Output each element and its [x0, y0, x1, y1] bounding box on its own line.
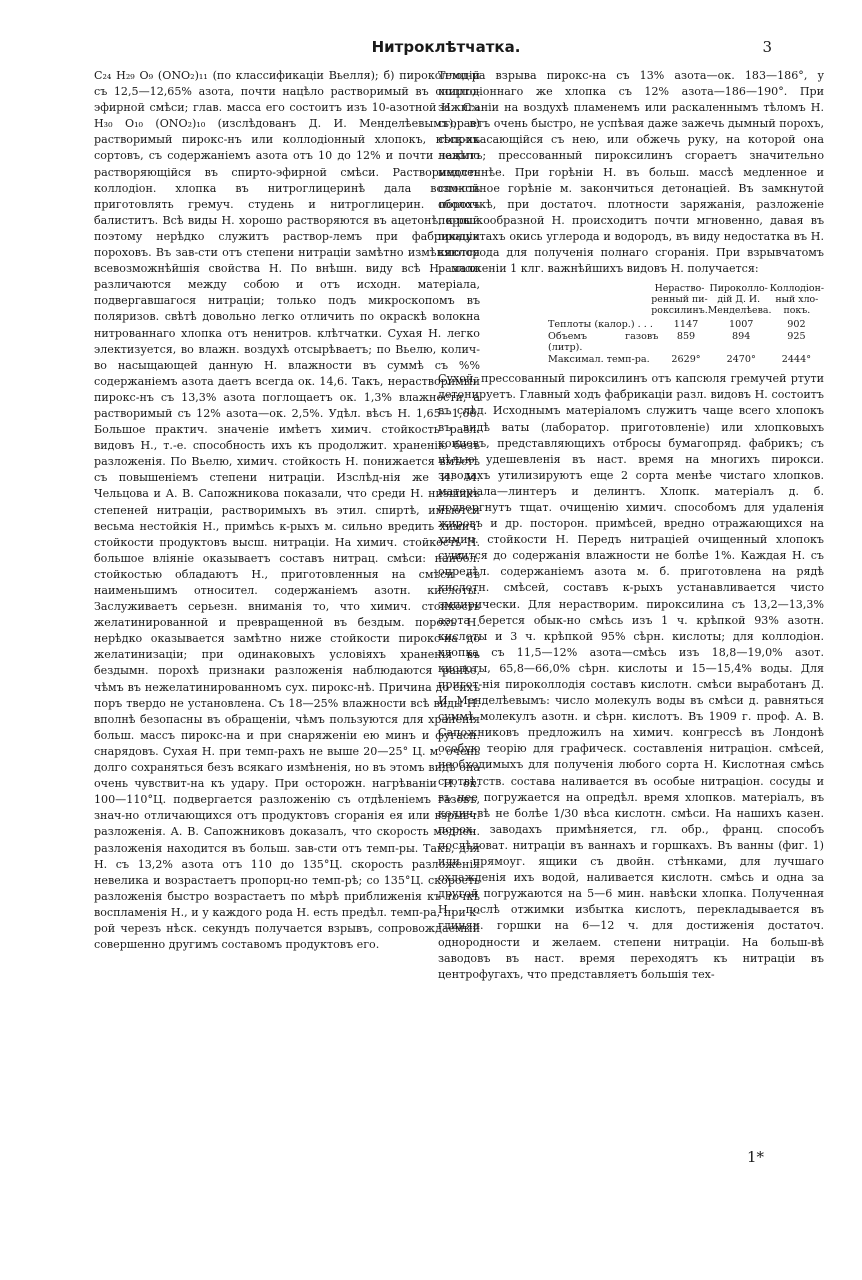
table-cell: Максимал. темп-ра. [548, 353, 650, 365]
right-column-text-top: Темп-ра взрыва пирокс-на съ 13% азота—ок. 183—186°, у коллодіоннаго же хлопка съ 12% азота—186—190°. При зажиганіи на воздухѣ пламенемъ или раскаленнымъ тѣломъ Н. сгораетъ очень быстро, не успѣвая даже зажечь дымный порохъ, соприкасающійся съ нею, или обжечь руку, на которой она лежитъ; прессованный пироксилинъ сгораетъ значительно медленнѣе. При горѣніи Н. въ больш. массѣ медленное и спокойное горѣніе м. закончиться детонаціей. Въ замкнутой оболочкѣ, при достаточ. плотности заряжанія, разложеніе порошкообразной Н. происходитъ почти мгновенно, давая въ продуктахъ окись углерода и водородъ, въ виду недостатка въ Н. кислорода для полученія полнаго сгоранія. При взрывчатомъ разложеніи 1 клг. важнѣйшихъ видовъ Н. получается: [438, 69, 824, 276]
page-number: 3 [762, 38, 772, 56]
right-column-text-bottom: Сухой, прессованный пироксилинъ отъ капсюля гремучей ртути детонируетъ. Главный ходъ фабрикаціи разл. видовъ Н. состоитъ въ слѣд. Исходнымъ матеріаломъ служитъ чаще всего хлопокъ въ видѣ ваты (лаборатор. приготовленіе) или хлопковыхъ концовъ, представляющихъ отбросы бумагопряд. фабрикъ; съ цѣлью удешевленія въ наст. время на многихъ пирокси. заводахъ утилизируютъ еще 2 сорта менѣе чистаго хлопков. матеріала—линтеръ и делинтъ. Хлопк. матеріалъ д. б. подвергнутъ тщат. очищенію химич. способомъ для удаленія жировъ и др. посторон. примѣсей, вредно отражающихся на химич. стойкости Н. Передъ нитраціей очищенный хлопокъ сушится до содержанія влажности не болѣе 1%. Каждая Н. съ опредѣл. содержаніемъ азота м. б. приготовлена на рядѣ кислотн. смѣсей, составъ к-рыхъ устанавливается чисто эмпирически. Для нерастворим. пироксилина съ 13,2—13,3% азота берется обык-но смѣсь изъ 1 ч. крѣпкой 93% азотн. кислоты и 3 ч. крѣпкой 95% сѣрн. кислоты; для коллодіон. хлопка съ 11,5—12% азота—смѣсь изъ 18,8—19,0% азот. кислоты, 65,8—66,0% сѣрн. кислоты и 15—15,4% воды. Для пригот-нія пироколлодія составъ кислотн. смѣси выработанъ Д. И. Менделѣевымъ: число молекулъ воды въ смѣси д. равняться суммѣ молекулъ азотн. и сѣрн. кислотъ. Въ 1909 г. проф. А. В. Сапожниковъ предложилъ на химич. конгрессѣ въ Лондонѣ особую теорію для графическ. составленія нитраціон. смѣсей, необходимыхъ для полученія любого сорта Н. Кислотная смѣсь соотвѣтств. состава наливается въ особые нитраціон. сосуды и въ нее погружается на опредѣл. время хлопков. матеріалъ, въ колич-вѣ не болѣе 1/30 вѣса кислотн. смѣси. На нашихъ казен. порох. заводахъ примѣняется, гл. обр., франц. способъ послѣдоват. нитраціи въ ваннахъ и горшкахъ. Въ ванны (фиг. 1) или прямоуг. ящики съ двойн. стѣнками, для лучшаго охлажденія ихъ водой, наливается кислотн. смѣсь и одна за другой погружаются на 5—6 мин. навѣски хлопка. Полученная Н., послѣ отжимки избытка кислотъ, перекладывается въ глинян. горшки на 6—12 ч. для достиженія достаточ. однородности и желаем. степени нитраціи. На больш-вѣ заводовъ въ наст. время переходятъ къ нитраціи въ центрофугахъ, что представляетъ большія тех- [438, 372, 824, 981]
left-column-text: C₂₄ H₂₉ O₉ (ONO₂)₁₁ (по классификаціи Вьелля); б) пироколлодій съ 12,5—12,65% азота, почти нацѣло растворимый въ спирто-эфирной смѣси; глав. масса его состоитъ изъ 10-азотной Н.: C₂₄ H₃₀ O₁₀ (ONO₂)₁₀ (изслѣдованъ Д. И. Менделѣевымъ); в) растворимый пирокс-нъ или коллодіонный хлопокъ, нѣск-хъ сортовъ, съ содержаніемъ азота отъ 10 до 12% и почти нацѣло растворяющійся въ спирто-эфирной смѣси. Растворимость коллодіон. хлопка въ нитроглицеринѣ дала возм-сть приготовлять гремуч. студень и нитроглицерин. порохъ балиститъ. Всѣ виды Н. хорошо растворяются въ ацетонѣ, к-рый поэтому нерѣдко служитъ раствор-лемъ при фабрикаціи пороховъ. Въ зав-сти отъ степени нитраціи замѣтно измѣняются всевозможнѣйшія свойства Н. По внѣшн. виду всѣ Н. мало различаются между собою и отъ исходн. матеріала, подвергавшагося нитраціи; только подъ микроскопомъ въ поляризов. свѣтѣ довольно легко отличить по окраскѣ волокна нитрованнаго хлопка отъ ненитров. клѣтчатки. Сухая Н. легко электизуется, во влажн. воздухѣ отсырѣваетъ; по Вьелю, колич-во насыщающей данную Н. влажности въ суммѣ съ %% содержаніемъ азота даетъ всегда ок. 14,6. Такъ, нерастворимый пирокс-нъ съ 13,3% азота поглощаетъ ок. 1,3% влажности, а растворимый съ 12% азота—ок. 2,5%. Удѣл. вѣсъ Н. 1,65—1,66. Большое практич. значеніе имѣетъ химич. стойкость разл. видовъ Н., т.-е. способность ихъ къ продолжит. храненію безъ разложенія. По Вьелю, химич. стойкость Н. понижается вмѣстѣ съ повышеніемъ степени нитраціи. Изслѣд-нія же И. М. Чельцова и А. В. Сапожникова показали, что среди Н. низшихъ степеней нитраціи, растворимыхъ въ этил. спиртѣ, имѣются весьма нестойкія Н., примѣсь к-рыхъ м. сильно вредить химич. стойкости продуктовъ высш. нитраціи. На химич. стойкость Н. большое вліяніе оказываетъ составъ нитрац. смѣси: наибол. стойкостью обладаютъ Н., приготовленныя на смѣси съ наименьшимъ относител. содержаніемъ азотн. кислоты. Заслуживаетъ серьезн. вниманія то, что химич. стойкость желатинированной и превращенной въ бездым. порохъ Н. нерѣдко оказывается замѣтно ниже стойкости пирокс-на до желатинизаціи; при одинаковыхъ условіяхъ храненія въ бездымн. порохѣ признаки разложенія наблюдаются ранѣе, чѣмъ въ нежелатинированномъ сух. пирокс-нѣ. Причина до сихъ поръ твердо не установлена. Съ 18—25% влажности всѣ виды Н. вполнѣ безопасны въ обращеніи, чѣмъ пользуются для храненія больш. массъ пирокс-на и при снаряженіи ею минъ и фугасн. снарядовъ. Сухая Н. при темп-рахъ не выше 20—25° Ц. м. очень долго сохраняться безъ всякаго измѣненія, но въ этомъ видѣ она очень чувствит-на къ удару. При осторожн. нагрѣваніи Н. ок. 100—110°Ц. подвергается разложенію съ отдѣленіемъ газовъ, знач-но отличающихся отъ продуктовъ сгоранія ея или взрывч. разложенія. А. В. Сапожниковъ доказалъ, что скорость медлен. разложенія находится въ больш. зав-сти отъ темп-ры. Такъ, для Н. съ 13,2% азота отъ 110 до 135°Ц. скорость разложенія невелика и возрастаетъ пропорц-но темп-рѣ; со 135°Ц. скорость разложенія быстро возрастаетъ по мѣрѣ приближенія къ точкѣ воспламенія Н., и у каждого рода Н. есть предѣл. темп-ра, при к-рой черезъ нѣск. секундъ получается взрывъ, сопровождаемый совершенно другимъ составомъ продуктовъ его. [94, 69, 480, 952]
table-cell: Объемъ газовъ (литр). [548, 330, 659, 354]
table-cell: 894 [732, 330, 751, 342]
explosion-table [548, 283, 824, 365]
table-header-cell [548, 283, 651, 316]
table-header-cell: Коллодіон-ный хло-покъ. [769, 283, 824, 317]
table-cell: 1007 [729, 319, 754, 331]
table-row [548, 354, 824, 366]
table-header [548, 283, 824, 316]
page-header [120, 38, 772, 60]
table-cell: 2444° [781, 353, 812, 365]
table-cell: 902 [787, 319, 806, 331]
table-header-cell: Нераство-ренный пи-роксилинъ. [651, 283, 708, 317]
table-row [548, 331, 824, 354]
table-cell: 2470° [726, 353, 756, 365]
table-cell: 859 [676, 330, 696, 342]
table-cell: 2629° [671, 353, 701, 365]
left-column [94, 68, 480, 953]
table-cell: 1147 [673, 319, 699, 331]
right-column [438, 68, 824, 983]
page-title: Нитроклѣтчатка. [371, 38, 521, 56]
table-header-cell: Пироколло-дій Д. И. Менделѣева. [707, 283, 772, 317]
signature-mark: 1* [746, 1148, 764, 1166]
table-cell: Теплоты (калор.) . . . [548, 319, 653, 331]
table-row [548, 319, 824, 331]
table-cell: 925 [787, 330, 806, 342]
